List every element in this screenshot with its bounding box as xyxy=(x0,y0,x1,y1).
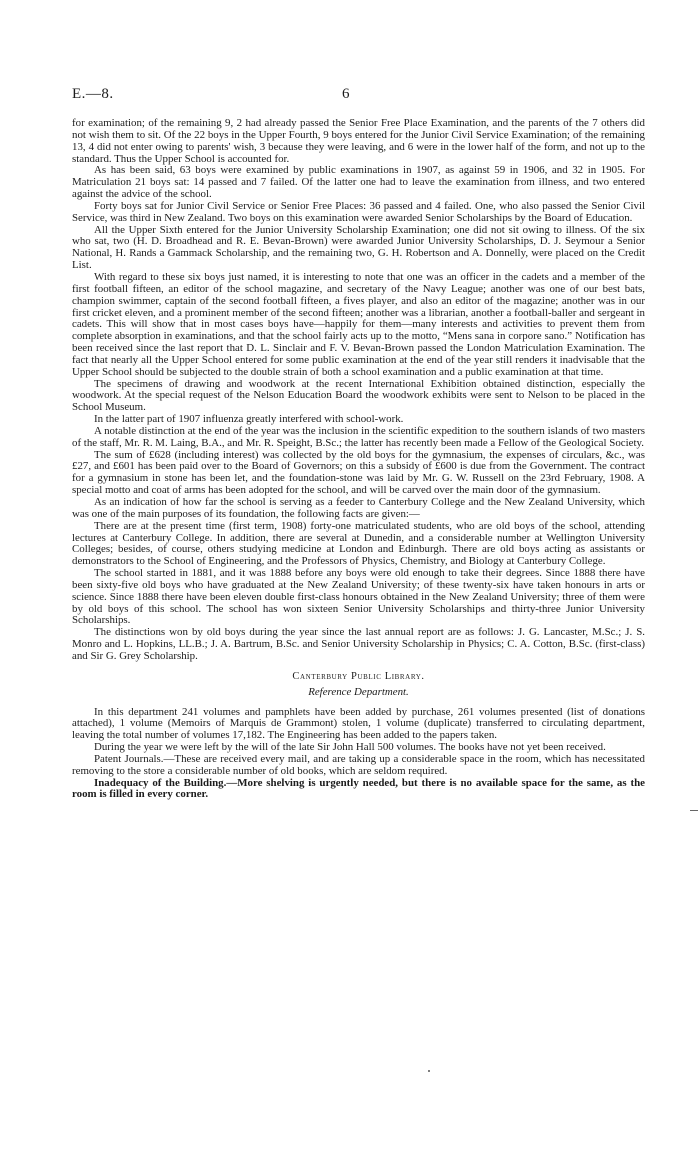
paragraph: As has been said, 63 boys were examined by public examinations in 1907, as against 59 in 1906, and 32 in 1905. For Matriculation 21 boys sat: 14 passed and 7 failed. Of the latter one had to leave the examination from illness, and two entered against the advice of the school. xyxy=(72,164,645,201)
paragraph: The specimens of drawing and woodwork at the recent International Exhibition obtained distinction, especially the woodwork. At the special request of the Nelson Education Board the woodwork exhibits were sent to Nelson to be placed in the School Museum. xyxy=(72,377,645,414)
paragraph: for examination; of the remaining 9, 2 had already passed the Senior Free Place Examination, and the parents of the 7 others did not wish them to sit. Of the 22 boys in the Upper Fourth, 9 boys entered for the Junior Civil Service Examination; of the remaining 13, 4 did not enter owing to parents' wish, 3 because they were leaving, and 6 were in the lower half of the form, and not up to the standard. Thus the Upper School is accounted for. xyxy=(72,117,645,165)
paragraph: There are at the present time (first term, 1908) forty-one matriculated students, who are old boys of the school, attending lectures at Canterbury College. In addition, there are several at Dunedin, and a considerable number at Wellington University Colleges; besides, of course, others studying medicine at London and Edinburgh. There are old boys acting as assistants or demonstrators to the School of Engineering, and the Professors of Physics, Chemistry, and Biology at Canterbury College. xyxy=(72,519,645,568)
paragraph: The school started in 1881, and it was 1888 before any boys were old enough to take their degrees. Since 1888 there have been sixty-five old boys who have graduated at the New Zealand University; of these twenty-six have taken honours in arts or science. Since 1888 there have been eleven double first-class honours obtained in the New Zealand University; three of them were by old boys of this school. The school has won sixteen Senior University Scholarships and thirty-three Junior University Scholarships. xyxy=(72,567,645,627)
document-reference: E.—8. xyxy=(72,86,114,102)
paragraph: A notable distinction at the end of the year was the inclusion in the scientific expedition to the southern islands of two masters of the staff, Mr. R. M. Laing, B.A., and Mr. R. Speight, B.Sc.; the latter has recently been made a Fellow of the Geological Society. xyxy=(72,424,645,449)
paragraph: In this department 241 volumes and pamphlets have been added by purchase, 261 volumes presented (list of donations attached), 1 volume (Memoirs of Marquis de Grammont) stolen, 1 volume (duplicate) transferred to circulating department, leaving the total number of volumes 17,182. The Engineering has been added to the papers taken. xyxy=(72,705,645,742)
paragraph: As an indication of how far the school is serving as a feeder to Canterbury College and the New Zealand University, which was one of the main purposes of its foundation, the following facts are given:— xyxy=(72,496,645,520)
paragraph: Patent Journals.—These are received every mail, and are taking up a considerable space in the room, which has necessitated removing to the store a considerable number of old books, which are seldom required. xyxy=(72,752,645,777)
paragraph: Forty boys sat for Junior Civil Service or Senior Free Places: 36 passed and 4 failed. One, who also passed the Senior Civil Service, was third in New Zealand. Two boys on this examination were awarded Senior Scholarships by the Board of Education. xyxy=(72,199,645,224)
section-heading: Canterbury Public Library. xyxy=(292,670,425,682)
paragraph: Inadequacy of the Building.—More shelving is urgently needed, but there is no available space for the same, as the room is filled in every corner. xyxy=(72,776,645,801)
margin-mark xyxy=(690,810,698,811)
page-number: 6 xyxy=(342,86,350,102)
page-header xyxy=(72,86,632,110)
paragraph: The distinctions won by old boys during the year since the last annual report are as follows: J. G. Lancaster, M.Sc.; J. S. Monro and L. Hopkins, LL.B.; J. A. Bartrum, B.Sc. and Senior University Scholarship in Physics; C. A. Cotton, B.Sc. (first-class) and Sir G. Grey Scholarship. xyxy=(72,626,645,662)
paragraph: All the Upper Sixth entered for the Junior University Scholarship Examination; one did not sit owing to illness. Of the six who sat, two (H. D. Broadhead and R. E. Bevan-Brown) were awarded Junior University Scholarships, D. J. Seymour a Senior National, H. Rands a Gammack Scholarship, and the remaining two, G. H. Robertson and A. Donnelly, were placed on the Credit List. xyxy=(72,223,645,272)
paragraph: With regard to these six boys just named, it is interesting to note that one was an officer in the cadets and a member of the first football fifteen, an editor of the school magazine, and secretary of the Navy League; another was one of our best bats, champion swimmer, captain of the second football fifteen, a fives player, and also an editor of the magazine; another was in our first cricket eleven, and a prominent member of the second fifteen; another was a librarian, another a football-baller and sergeant in cadets. This will show that in most cases boys have—happily for them—many interests and activities to prevent them from complete absorption in examinations, and that the school fairly acts up to the motto, “Mens sana in corpore sano.” Notification has been received since the last report that D. L. Sinclair and F. V. Bevan-Brown passed the London Matriculation Examination. The fact that nearly all the Upper School entered for some public examination at the end of the year still renders it inadvisable that the Upper School should be subjected to the double strain of both a school examination and a public examination at that time. xyxy=(72,270,645,378)
paragraph: During the year we were left by the will of the late Sir John Hall 500 volumes. The books have not yet been received. xyxy=(94,741,606,754)
stray-mark xyxy=(428,1070,430,1072)
paragraph: The sum of £628 (including interest) was collected by the old boys for the gymnasium, the expenses of circulars, &c., was £27, and £601 has been paid over to the Board of Governors; on this a subsidy of £600 is due from the Government. The contract for a gymnasium in stone has been let, and the foundation-stone was laid by Mr. G. W. Russell on the 23rd February, 1908. A special motto and coat of arms has been adopted for the school, and will be carved over the main door of the gymnasium. xyxy=(72,448,645,497)
paragraph: In the latter part of 1907 influenza greatly interfered with school-work. xyxy=(94,413,404,426)
section-subheading: Reference Department. xyxy=(308,685,409,698)
body-text xyxy=(72,118,645,801)
